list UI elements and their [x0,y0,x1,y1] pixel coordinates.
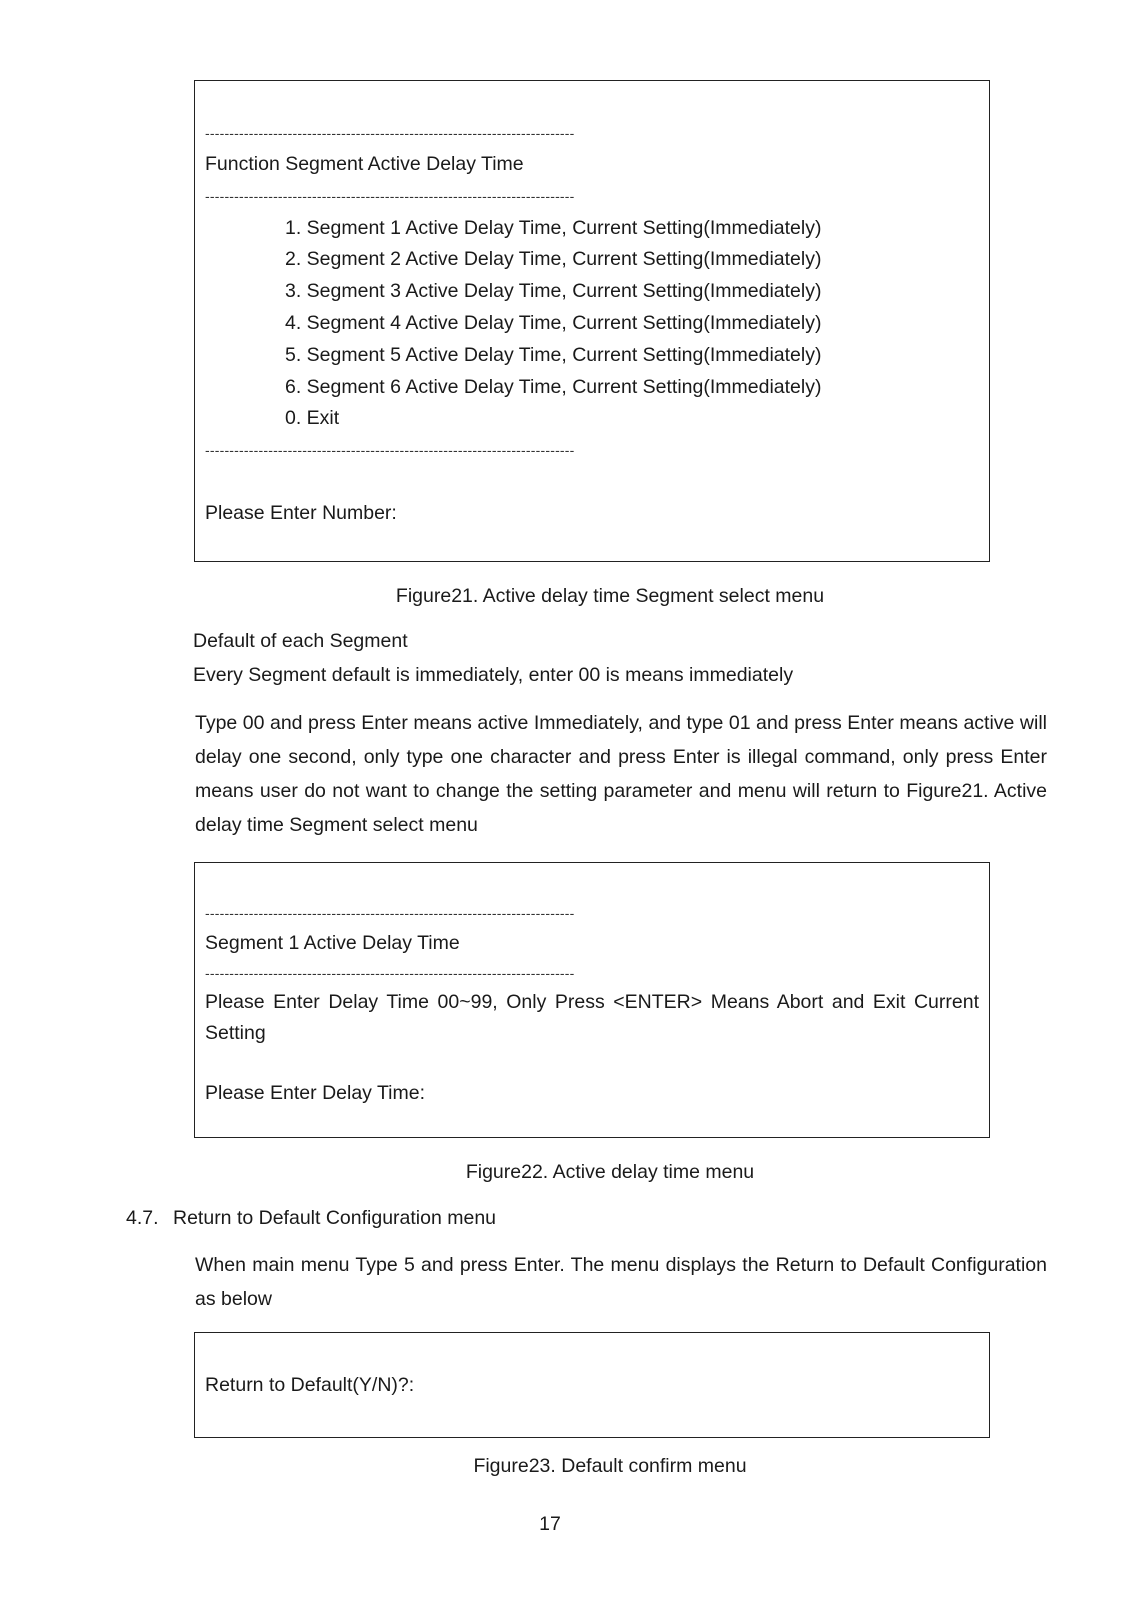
separator-top: ---------------------------------------------------------------------------- [205,905,575,921]
page-number: 17 [539,1513,561,1535]
separator-mid: ---------------------------------------------------------------------------- [205,965,575,981]
delay-instruction: Please Enter Delay Time 00~99, Only Press <ENTER> Means Abort and Exit Current Setting [205,991,979,1044]
paragraph-text: Type 00 and press Enter means active Immediately, and type 01 and press Enter means active will delay one second, only type one character and press Enter is illegal command, only press Enter means user do not want to change the setting parameter and menu will return to Figure21. Active delay time Segment select menu [195,712,1047,836]
segment-title: Segment 1 Active Delay Time [205,932,460,954]
menu-item-segment-5: 5. Segment 5 Active Delay Time, Current Setting(Immediately) [285,344,822,366]
defaults-text: Every Segment default is immediately, enter 00 is means immediately [193,664,794,686]
figure21-caption: Figure21. Active delay time Segment select menu [395,585,825,607]
default-confirm-box [194,1332,990,1438]
menu-item-segment-1: 1. Segment 1 Active Delay Time, Current Setting(Immediately) [285,217,822,239]
enter-delay-prompt: Please Enter Delay Time: [205,1082,426,1104]
menu-item-segment-3: 3. Segment 3 Active Delay Time, Current Setting(Immediately) [285,280,822,302]
delay-explanation-paragraph [195,706,1047,842]
menu-item-exit: 0. Exit [285,407,340,429]
separator-bottom: ---------------------------------------------------------------------------- [205,442,575,458]
enter-number-prompt: Please Enter Number: [205,502,397,524]
defaults-heading: Default of each Segment [193,630,408,652]
paragraph-text: When main menu Type 5 and press Enter. The menu displays the Return to Default Configuration as below [195,1254,1047,1310]
segment-1-delay-box [194,862,990,1138]
segment-delay-menu-box [194,80,990,562]
return-default-prompt: Return to Default(Y/N)?: [205,1374,415,1396]
figure22-caption: Figure22. Active delay time menu [465,1161,755,1183]
figure23-caption: Figure23. Default confirm menu [473,1455,747,1477]
separator-mid: ---------------------------------------------------------------------------- [205,188,575,204]
default-config-paragraph [195,1248,1047,1316]
menu-title: Function Segment Active Delay Time [205,153,524,175]
menu-item-segment-4: 4. Segment 4 Active Delay Time, Current Setting(Immediately) [285,312,822,334]
section-number: 4.7. [126,1207,159,1229]
menu-item-segment-2: 2. Segment 2 Active Delay Time, Current Setting(Immediately) [285,248,822,270]
menu-item-segment-6: 6. Segment 6 Active Delay Time, Current Setting(Immediately) [285,376,822,398]
separator-top: ---------------------------------------------------------------------------- [205,125,575,141]
section-title: Return to Default Configuration menu [173,1207,497,1229]
